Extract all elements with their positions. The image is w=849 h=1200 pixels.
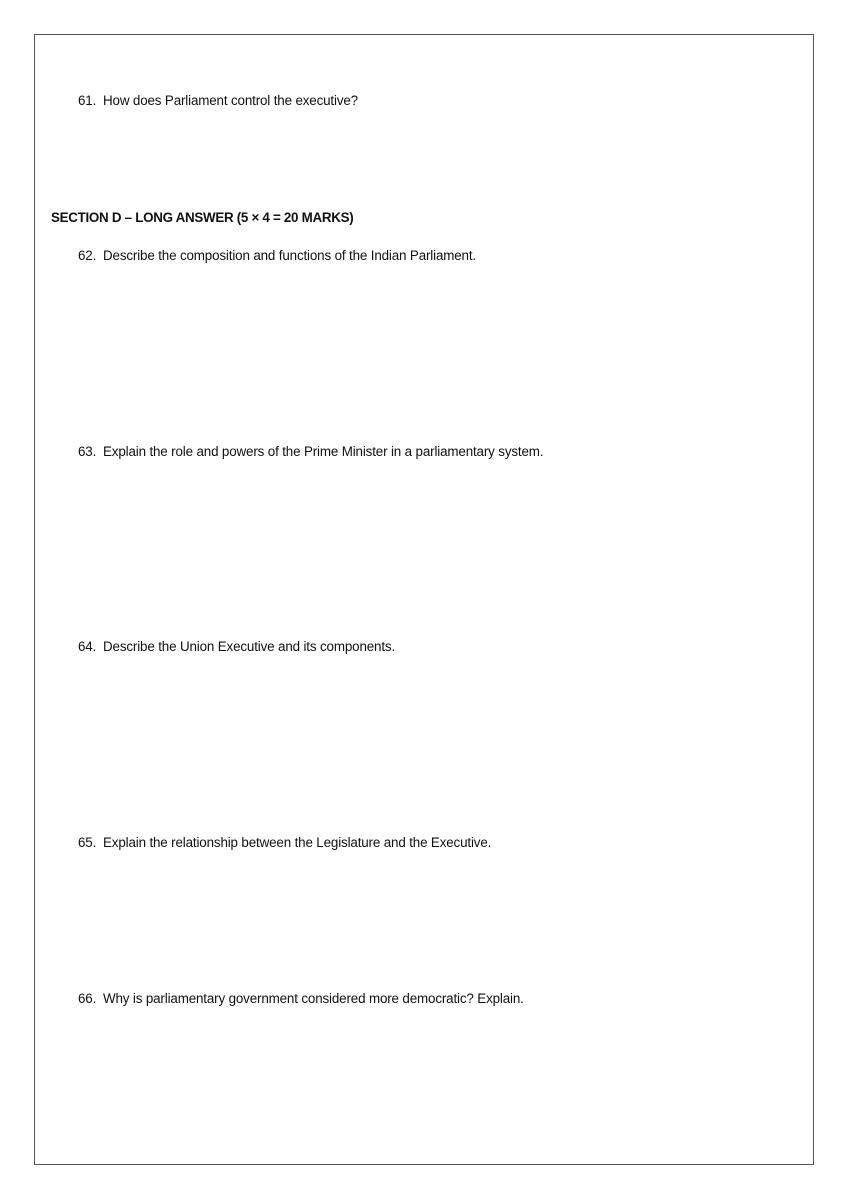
question-number: 62. [78,248,97,263]
question-text: Describe the Union Executive and its components. [103,639,396,654]
question-61 [78,92,358,110]
question-text: Explain the relationship between the Legislature and the Executive. [103,835,492,850]
question-number: 65. [78,835,97,850]
question-64 [78,638,395,656]
question-text: Explain the role and powers of the Prime Minister in a parliamentary system. [103,444,544,459]
question-number: 61. [78,93,97,108]
section-heading: SECTION D – LONG ANSWER (5 × 4 = 20 MARKS) [51,210,354,225]
question-66 [78,990,524,1008]
question-65 [78,834,491,852]
question-63 [78,443,543,461]
question-text: Why is parliamentary government considered more democratic? Explain. [103,991,524,1006]
question-number: 63. [78,444,97,459]
question-text: Describe the composition and functions of the Indian Parliament. [103,248,476,263]
question-text: How does Parliament control the executive? [103,93,358,108]
question-number: 64. [78,639,97,654]
question-62 [78,247,476,265]
question-number: 66. [78,991,97,1006]
